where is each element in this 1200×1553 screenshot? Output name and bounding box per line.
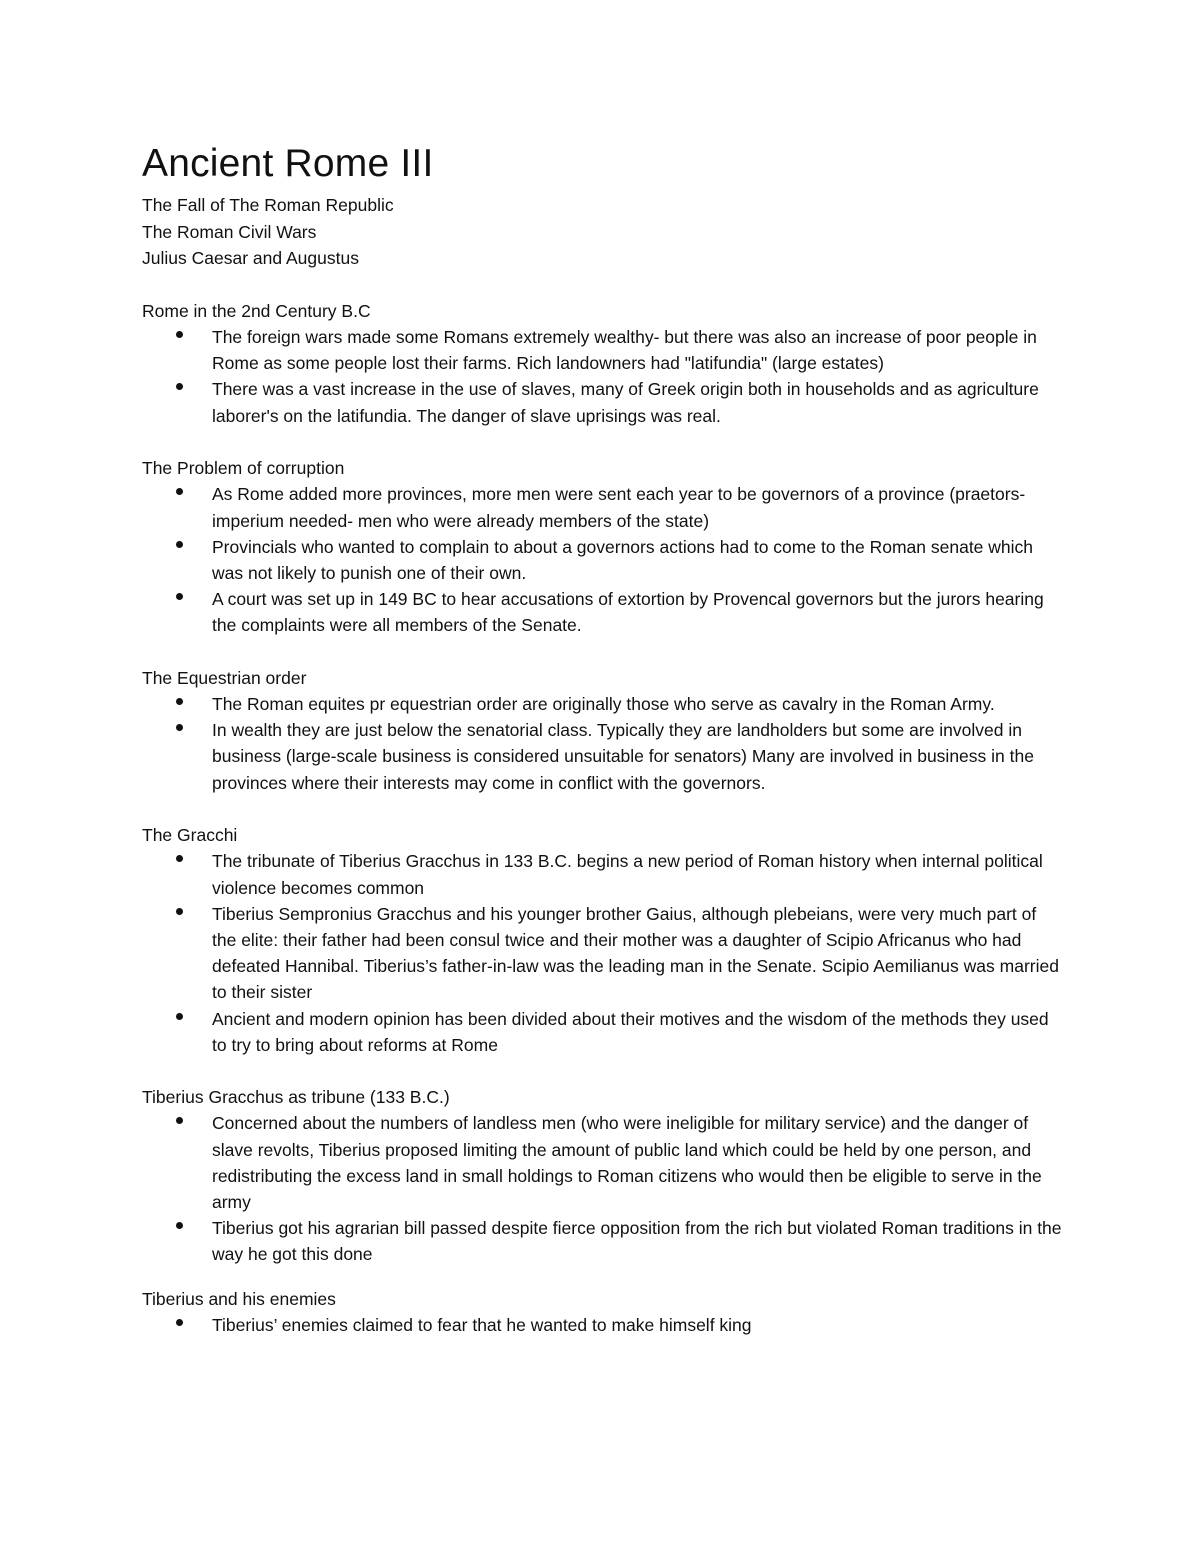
list-item (142, 1312, 1062, 1338)
subtitle-line: The Fall of The Roman Republic (142, 195, 394, 215)
bullet-icon (176, 724, 183, 731)
subtitle-line: Julius Caesar and Augustus (142, 248, 359, 268)
section-heading: The Gracchi (142, 824, 238, 845)
section-tiberius-enemies (142, 1286, 1062, 1339)
list-item (142, 1006, 1062, 1058)
document-title: Ancient Rome III (142, 142, 434, 185)
bullet-text: The tribunate of Tiberius Gracchus in 133 B.C. begins a new period of Roman history when internal political violence becomes common (212, 851, 1043, 898)
bullet-text: Tiberius got his agrarian bill passed despite fierce opposition from the rich but violated Roman traditions in the way he got this done (212, 1218, 1062, 1265)
list-item (142, 717, 1062, 796)
bullet-text: There was a vast increase in the use of slaves, many of Greek origin both in households and as agriculture laborer's on the latifundia. The danger of slave uprisings was real. (212, 379, 1039, 426)
list-item (142, 901, 1062, 1006)
section-gracchi (142, 822, 1062, 1058)
bullet-icon (176, 1117, 183, 1124)
bullet-icon (176, 488, 183, 495)
bullet-text: Tiberius Sempronius Gracchus and his younger brother Gaius, although plebeians, were very much part of the elite: their father had been consul twice and their mother was a daughter of Scipio Africanus who had defeated Hannibal. Tiberius’s father-in-law was the leading man in the Senate. Scipio Aemilianus was married to their sister (212, 903, 1059, 1003)
bullet-list (142, 1312, 1062, 1338)
section-tiberius-tribune (142, 1084, 1062, 1268)
bullet-icon (176, 855, 183, 862)
bullet-icon (176, 908, 183, 915)
section-heading: The Equestrian order (142, 667, 307, 688)
list-item (142, 691, 1062, 717)
bullet-text: The Roman equites pr equestrian order are originally those who serve as cavalry in the Roman Army. (212, 694, 995, 715)
bullet-icon (176, 698, 183, 705)
bullet-icon (176, 331, 183, 338)
bullet-text: Ancient and modern opinion has been divided about their motives and the wisdom of the methods they used to try to bring about reforms at Rome (212, 1008, 1049, 1055)
bullet-icon (176, 593, 183, 600)
section-heading: The Problem of corruption (142, 457, 345, 478)
bullet-icon (176, 383, 183, 390)
section-heading: Tiberius Gracchus as tribune (133 B.C.) (142, 1086, 450, 1107)
section-heading: Rome in the 2nd Century B.C (142, 300, 371, 321)
bullet-list (142, 1110, 1062, 1267)
bullet-text: The foreign wars made some Romans extremely wealthy- but there was also an increase of poor people in Rome as some people lost their farms. Rich landowners had "latifundia" (large estates) (212, 327, 1037, 374)
bullet-icon (176, 541, 183, 548)
list-item (142, 324, 1062, 376)
bullet-text: Provincials who wanted to complain to about a governors actions had to come to the Roman senate which was not likely to punish one of their own. (212, 536, 1034, 583)
bullet-list (142, 691, 1062, 796)
bullet-icon (176, 1222, 183, 1229)
list-item (142, 376, 1062, 428)
subtitle-line: The Roman Civil Wars (142, 221, 317, 242)
section-equestrian-order (142, 665, 1062, 796)
bullet-icon (176, 1013, 183, 1020)
bullet-text: Concerned about the numbers of landless men (who were ineligible for military service) and the danger of slave revolts, Tiberius proposed limiting the amount of public land which could be held by one person, and redistributing the excess land in small holdings to Roman citizens who would then be eligible to serve in the army (212, 1113, 1042, 1213)
bullet-text: As Rome added more provinces, more men were sent each year to be governors of a province (praetors- imperium needed- men who were already members of the state) (212, 484, 1026, 531)
bullet-text: A court was set up in 149 BC to hear accusations of extortion by Provencal governors but the jurors hearing the complaints were all members of the Senate. (212, 589, 1044, 636)
list-item (142, 586, 1062, 638)
list-item (142, 1215, 1062, 1267)
list-item (142, 481, 1062, 533)
section-rome-2nd-century (142, 298, 1062, 429)
section-problem-of-corruption (142, 455, 1062, 639)
bullet-text: In wealth they are just below the senatorial class. Typically they are landholders but some are involved in business (large-scale business is considered unsuitable for senators) Many are involved in business in the provinces where their interests may come in conflict with the governors. (212, 720, 1034, 793)
list-item (142, 534, 1062, 586)
bullet-text: Tiberius’ enemies claimed to fear that he wanted to make himself king (212, 1315, 752, 1336)
bullet-list (142, 324, 1062, 429)
bullet-list (142, 481, 1062, 638)
bullet-list (142, 848, 1062, 1058)
document-page (142, 140, 1062, 1338)
list-item (142, 848, 1062, 900)
bullet-icon (176, 1319, 183, 1326)
section-heading: Tiberius and his enemies (142, 1288, 336, 1309)
list-item (142, 1110, 1062, 1215)
